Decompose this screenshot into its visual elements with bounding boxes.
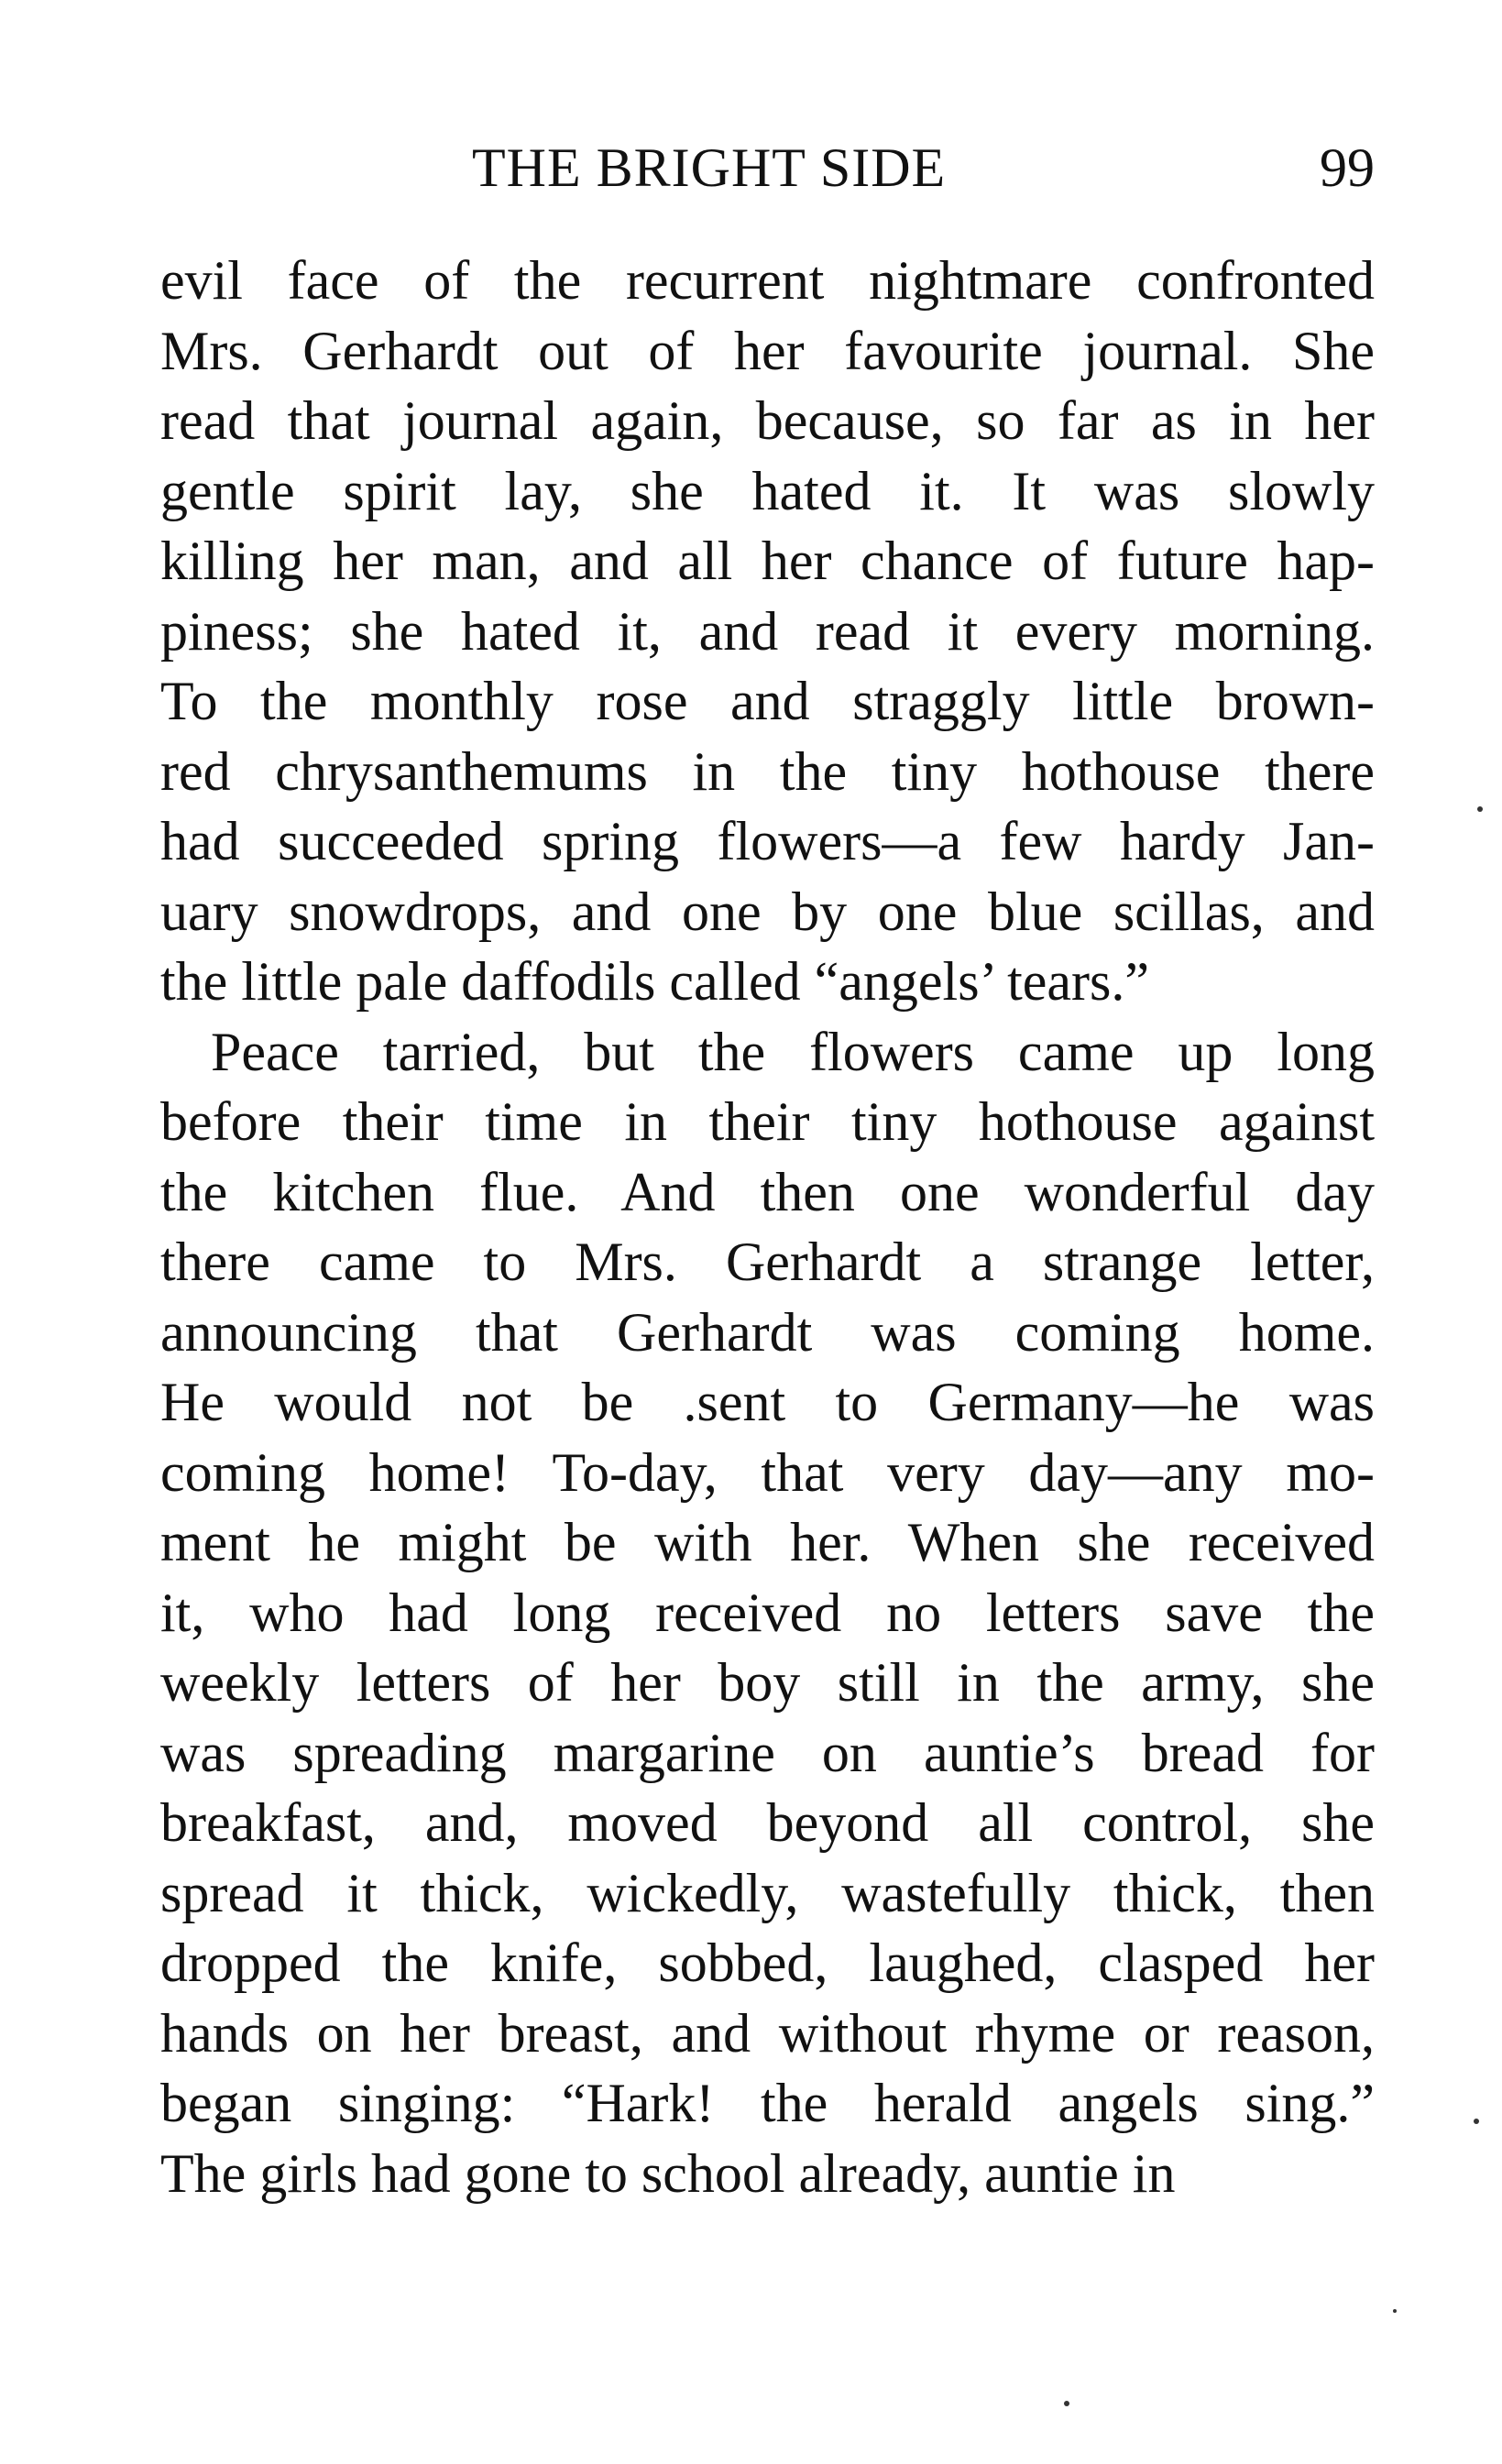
text-line: spread it thick, wickedly, wastefully thick, then — [160, 1862, 1375, 1923]
text-line: The girls had gone to school already, auntie in — [160, 2142, 1176, 2204]
scan-speck — [1477, 806, 1483, 812]
page-number: 99 — [1320, 137, 1375, 198]
text-line: announcing that Gerhardt was coming home. — [160, 1301, 1375, 1363]
text-line: it, who had long received no letters save the — [160, 1582, 1375, 1643]
text-line: gentle spirit lay, she hated it. It was slowly — [160, 460, 1375, 521]
text-line: weekly letters of her boy still in the army, she — [160, 1652, 1375, 1713]
text-line: breakfast, and, moved beyond all control, she — [160, 1792, 1375, 1853]
text-line: piness; she hated it, and read it every morning. — [160, 600, 1375, 662]
scan-speck — [1064, 2401, 1069, 2406]
text-line: was spreading margarine on auntie’s bread for — [160, 1722, 1375, 1783]
text-line: read that journal again, because, so far as in her — [160, 390, 1375, 451]
text-line: the kitchen flue. And then one wonderful day — [160, 1161, 1375, 1222]
text-line: To the monthly rose and straggly little brown- — [160, 671, 1375, 731]
text-line: red chrysanthemums in the tiny hothouse there — [160, 740, 1375, 802]
paragraph-1 — [160, 246, 1375, 1017]
text-line: before their time in their tiny hothouse against — [160, 1091, 1375, 1152]
text-line: there came to Mrs. Gerhardt a strange letter, — [160, 1232, 1375, 1292]
scan-speck — [1474, 2119, 1479, 2124]
paragraph-2 — [160, 1017, 1375, 2209]
text-line: evil face of the recurrent nightmare confronted — [160, 250, 1375, 311]
running-title: THE BRIGHT SIDE — [472, 137, 947, 198]
text-line: hands on her breast, and without rhyme or reason, — [160, 2002, 1375, 2064]
text-line: the little pale daffodils called “angels’ tears.” — [160, 951, 1149, 1012]
text-line: He would not be .sent to Germany—he was — [160, 1372, 1375, 1432]
text-line: ment he might be with her. When she received — [160, 1512, 1375, 1572]
text-line: began singing: “Hark! the herald angels sing.” — [160, 2073, 1375, 2133]
text-line: Mrs. Gerhardt out of her favourite journal. She — [160, 320, 1375, 381]
running-header — [160, 136, 1375, 200]
text-line: uary snowdrops, and one by one blue scillas, and — [160, 881, 1375, 942]
text-line: coming home! To-day, that very day—any mo- — [160, 1441, 1375, 1503]
text-line: had succeeded spring flowers—a few hardy Jan- — [160, 811, 1375, 871]
body-text — [160, 246, 1375, 2208]
text-line: killing her man, and all her chance of future hap- — [160, 531, 1375, 591]
text-line: Peace tarried, but the flowers came up long — [211, 1021, 1375, 1082]
text-line: dropped the knife, sobbed, laughed, clasped her — [160, 1933, 1375, 1993]
scan-speck — [1393, 2309, 1397, 2313]
